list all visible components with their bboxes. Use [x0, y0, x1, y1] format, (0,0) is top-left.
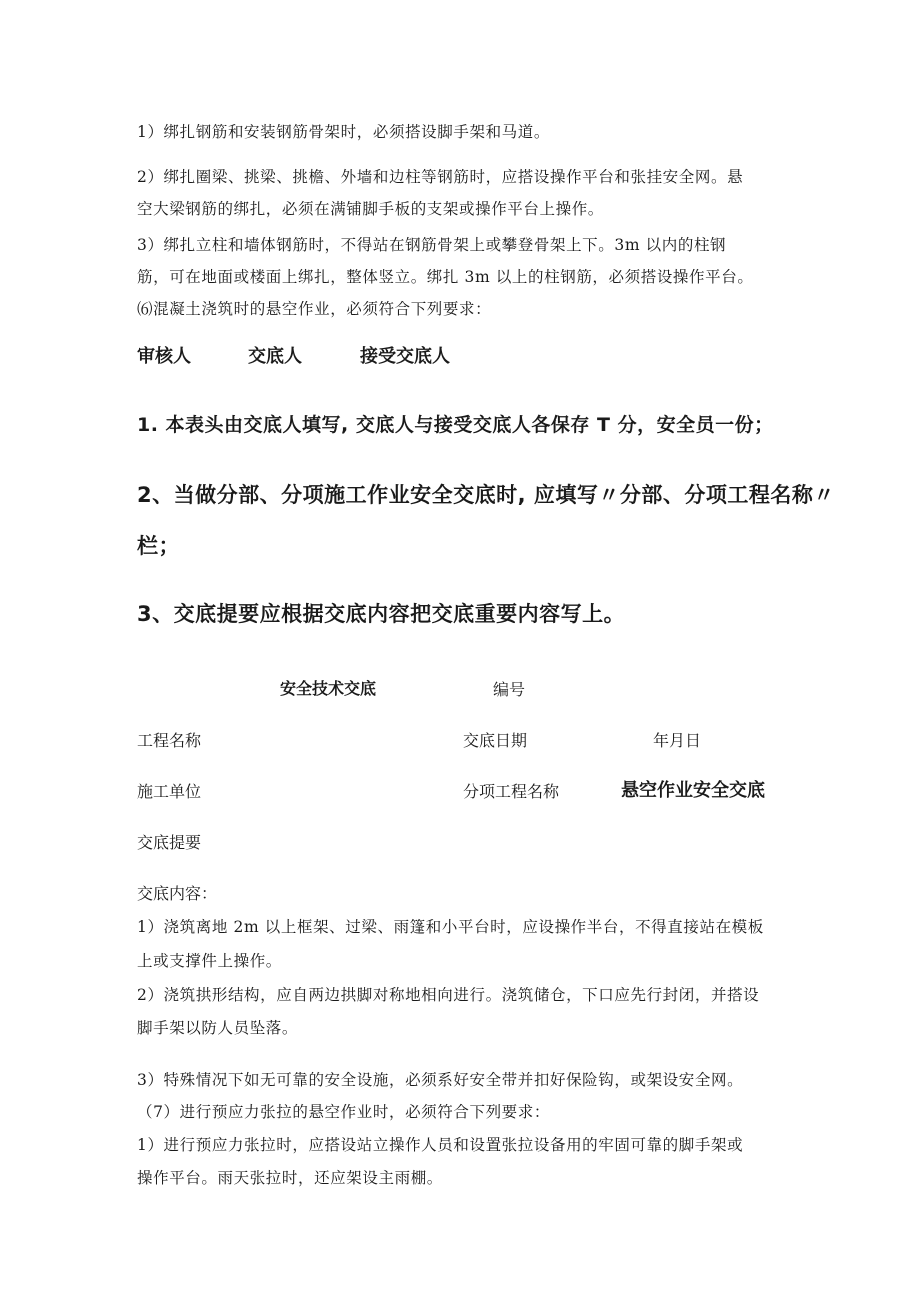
- paragraph-ring-beam-line2: 空大梁钢筋的绑扎，必须在满铺脚手板的支架或操作平台上操作。: [137, 200, 604, 218]
- disclosure-date-label: 交底日期: [463, 731, 528, 750]
- paragraph-ring-beam-line1: 2）绑扎圈梁、挑梁、挑檐、外墙和边柱等钢筋时，应搭设操作平台和张挂安全网。悬: [137, 168, 744, 186]
- construction-unit-label: 施工单位: [137, 782, 202, 801]
- paragraph-column-line1: 3）绑扎立柱和墙体钢筋时，不得站在钢筋骨架上或攀登骨架上下。3m 以内的柱钢: [137, 236, 727, 254]
- content-2-line1: 2）浇筑拱形结构，应自两边拱脚对称地相向进行。浇筑储仓，下口应先行封闭，并搭设: [137, 986, 760, 1004]
- content-1-line2: 上或支撑件上操作。: [137, 952, 282, 970]
- content-1-line1: 1）浇筑离地 2m 以上框架、过梁、雨篷和小平台时，应设操作半台，不得直接站在模板: [137, 918, 764, 936]
- paragraph-rebar-scaffold: 1）绑扎钢筋和安装钢筋骨架时，必须搭设脚手架和马道。: [137, 123, 550, 141]
- content-5-line1: 1）进行预应力张拉时，应搭设站立操作人员和设置张拉设备用的牢固可靠的脚手架或: [137, 1136, 744, 1154]
- signature-reviewer-label: 审核人: [137, 346, 191, 367]
- note-3: 3、交底提要应根据交底内容把交底重要内容写上。: [137, 602, 626, 626]
- note-2-line2: 栏；: [137, 534, 180, 558]
- disclosure-date-value: 年月日: [653, 731, 702, 750]
- subproject-name-label: 分项工程名称: [463, 782, 560, 801]
- paragraph-concrete-heading: ⑹混凝土浇筑时的悬空作业，必须符合下列要求：: [137, 300, 492, 318]
- form-number-label: 编号: [493, 680, 526, 699]
- paragraph-column-line2: 筋，可在地面或楼面上绑扎，整体竖立。绑扎 3m 以上的柱钢筋，必须搭设操作平台。: [137, 268, 754, 286]
- content-5-line2: 操作平台。雨天张拉时，还应架设主雨棚。: [137, 1169, 443, 1187]
- content-2-line2: 脚手架以防人员坠落。: [137, 1019, 299, 1037]
- content-4: （7）进行预应力张拉的悬空作业时，必须符合下列要求：: [137, 1103, 550, 1121]
- form-title: 安全技术交底: [280, 679, 377, 698]
- disclosure-content-label: 交底内容：: [137, 884, 218, 903]
- note-2-line1: 2、当做分部、分项施工作业安全交底时, 应填写〃分部、分项工程名称〃: [137, 483, 835, 507]
- note-1: 1. 本表头由交底人填写, 交底人与接受交底人各保存 T 分，安全员一份；: [137, 414, 774, 436]
- disclosure-summary-label: 交底提要: [137, 833, 202, 852]
- signature-discloser-label: 交底人: [248, 346, 302, 367]
- project-name-label: 工程名称: [137, 731, 202, 750]
- subproject-name-value: 悬空作业安全交底: [621, 780, 765, 801]
- content-3: 3）特殊情况下如无可靠的安全设施，必须系好安全带并扣好保险钩，或架设安全网。: [137, 1071, 744, 1089]
- signature-receiver-label: 接受交底人: [360, 346, 450, 367]
